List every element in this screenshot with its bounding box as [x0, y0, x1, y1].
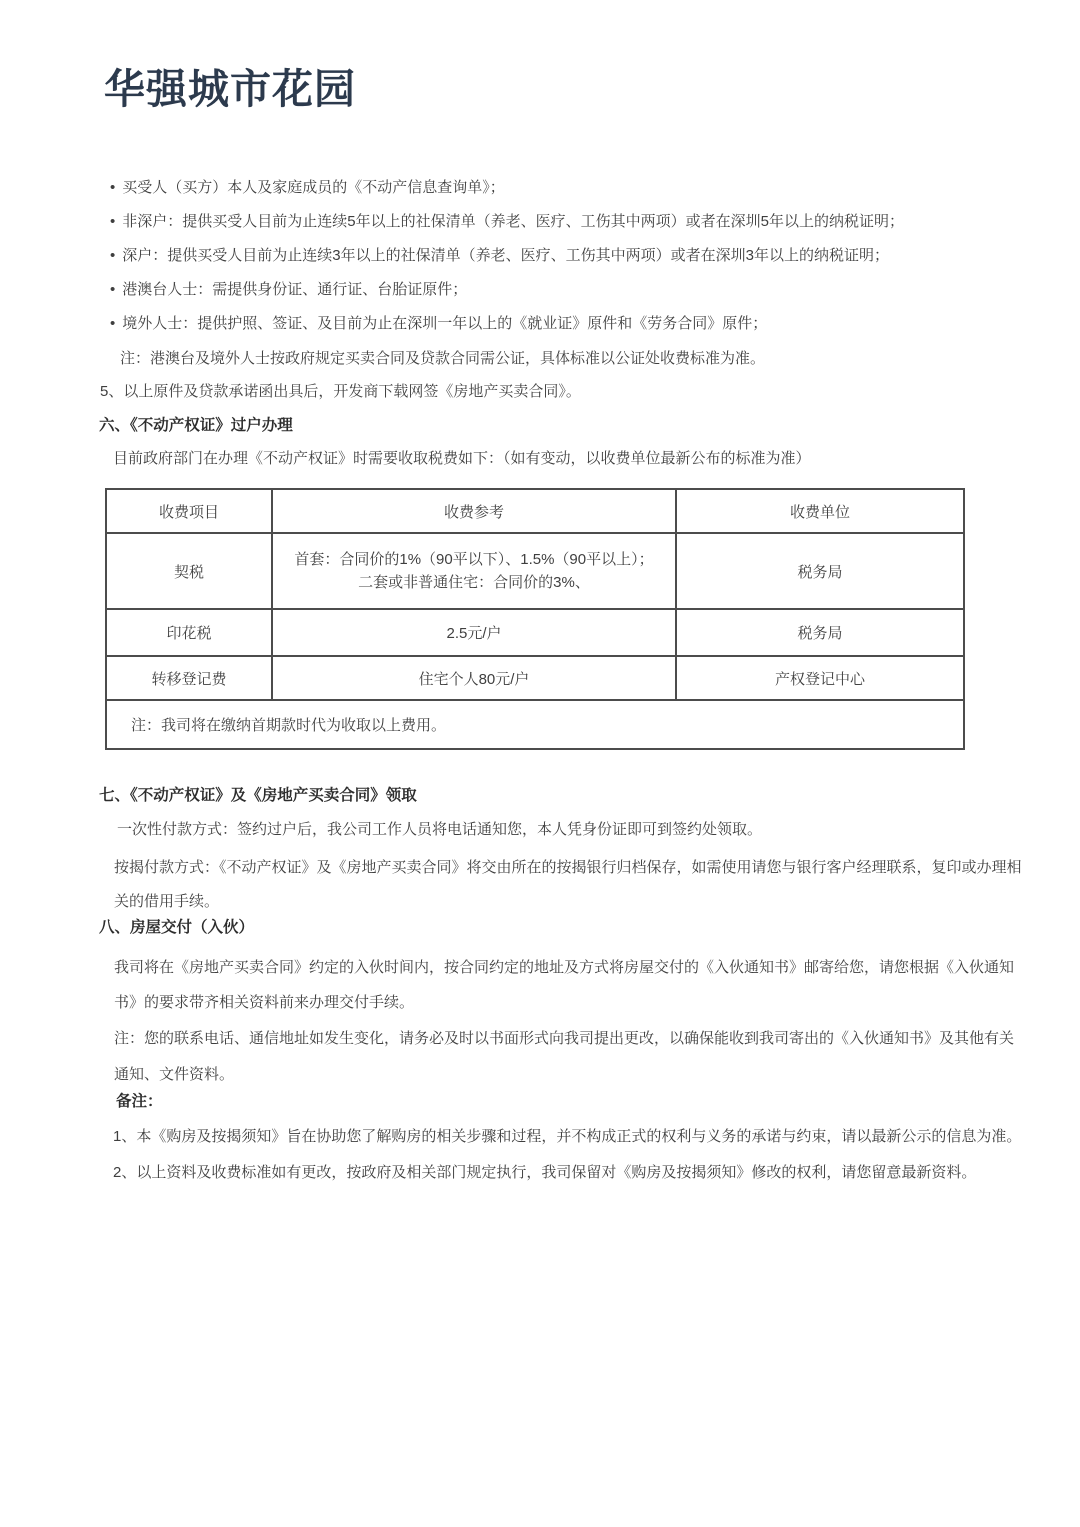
- table-row: [106, 533, 964, 609]
- section-6-title: 六、《不动产权证》过户办理: [99, 417, 293, 434]
- table-row: [106, 609, 964, 656]
- brand-logo: 华强城市花园: [104, 66, 356, 112]
- remark-1: 1、本《购房及按揭须知》旨在协助您了解购房的相关步骤和过程，并不构成正式的权利与义务的承诺与约束，请以最新公示的信息为准。: [113, 1128, 1022, 1145]
- list-item: • 深户：提供买受人目前为止连续3年以上的社保清单（养老、医疗、工伤其中两项）或者在深圳3年以上的纳税证明；: [110, 244, 904, 268]
- table-note-row: [106, 700, 964, 749]
- payment-onetime-paragraph: 一次性付款方式：签约过户后，我公司工作人员将电话通知您，本人凭身份证即可到签约处领取。: [117, 821, 763, 838]
- table-note-cell: 注：我司将在缴纳首期款时代为收取以上费用。: [106, 700, 964, 749]
- delivery-paragraph: 我司将在《房地产买卖合同》约定的入伙时间内，按合同约定的地址及方式将房屋交付的《入伙通知书》邮寄给您，请您根据《入伙通知书》的要求带齐相关资料前来办理交付手续。: [114, 959, 1015, 1011]
- list-item: • 港澳台人士：需提供身份证、通行证、台胎证原件；: [110, 278, 904, 302]
- requirements-list: [110, 176, 904, 346]
- fee-item-cell: 印花税: [106, 609, 272, 656]
- notarization-note: 注：港澳台及境外人士按政府规定买卖合同及贷款合同需公证，具体标准以公证处收费标准为准。: [120, 350, 766, 367]
- reference-line-2: 二套或非普通住宅：合同价的3%、: [358, 574, 590, 591]
- fee-reference-cell: 住宅个人80元/户: [272, 656, 676, 700]
- fee-reference-cell: [272, 533, 676, 609]
- header-fee-unit: 收费单位: [676, 489, 964, 533]
- fee-reference-cell: 2.5元/户: [272, 609, 676, 656]
- fees-table: [105, 488, 965, 750]
- payment-mortgage-paragraph: 按揭付款方式：《不动产权证》及《房地产买卖合同》将交由所在的按揭银行归档保存，如需使用请您与银行客户经理联系，复印或办理相关的借用手续。: [114, 859, 1022, 910]
- fee-unit-cell: 税务局: [676, 609, 964, 656]
- header-fee-reference: 收费参考: [272, 489, 676, 533]
- fee-unit-cell: 税务局: [676, 533, 964, 609]
- list-item: • 非深户：提供买受人目前为止连续5年以上的社保清单（养老、医疗、工伤其中两项）或者在深圳5年以上的纳税证明；: [110, 210, 904, 234]
- contact-change-note: 注：您的联系电话、通信地址如发生变化，请务必及时以书面形式向我司提出更改，以确保能收到我司寄出的《入伙通知书》及其他有关通知、文件资料。: [114, 1030, 1015, 1083]
- remark-2: 2、以上资料及收费标准如有更改，按政府及相关部门规定执行，我司保留对《购房及按揭须知》修改的权利，请您留意最新资料。: [113, 1164, 977, 1181]
- section-7-title: 七、《不动产权证》及《房地产买卖合同》领取: [99, 787, 417, 804]
- header-fee-item: 收费项目: [106, 489, 272, 533]
- reference-line-1: 首套：合同价的1%（90平以下）、1.5%（90平以上）；: [294, 551, 654, 568]
- fee-item-cell: 转移登记费: [106, 656, 272, 700]
- remarks-label: 备注：: [116, 1093, 163, 1110]
- fee-unit-cell: 产权登记中心: [676, 656, 964, 700]
- list-item: • 买受人（买方）本人及家庭成员的《不动产信息查询单》；: [110, 176, 904, 200]
- section-8-title: 八、房屋交付（入伙）: [99, 919, 255, 936]
- list-item: • 境外人士：提供护照、签证、及目前为止在深圳一年以上的《就业证》原件和《劳务合同》原件；: [110, 312, 904, 336]
- table-row: [106, 656, 964, 700]
- step-5-text: 5、以上原件及贷款承诺函出具后，开发商下载网签《房地产买卖合同》。: [100, 383, 581, 400]
- section-6-intro: 目前政府部门在办理《不动产权证》时需要收取税费如下：（如有变动，以收费单位最新公布的标准为准）: [113, 450, 811, 467]
- fee-item-cell: 契税: [106, 533, 272, 609]
- table-header-row: [106, 489, 964, 533]
